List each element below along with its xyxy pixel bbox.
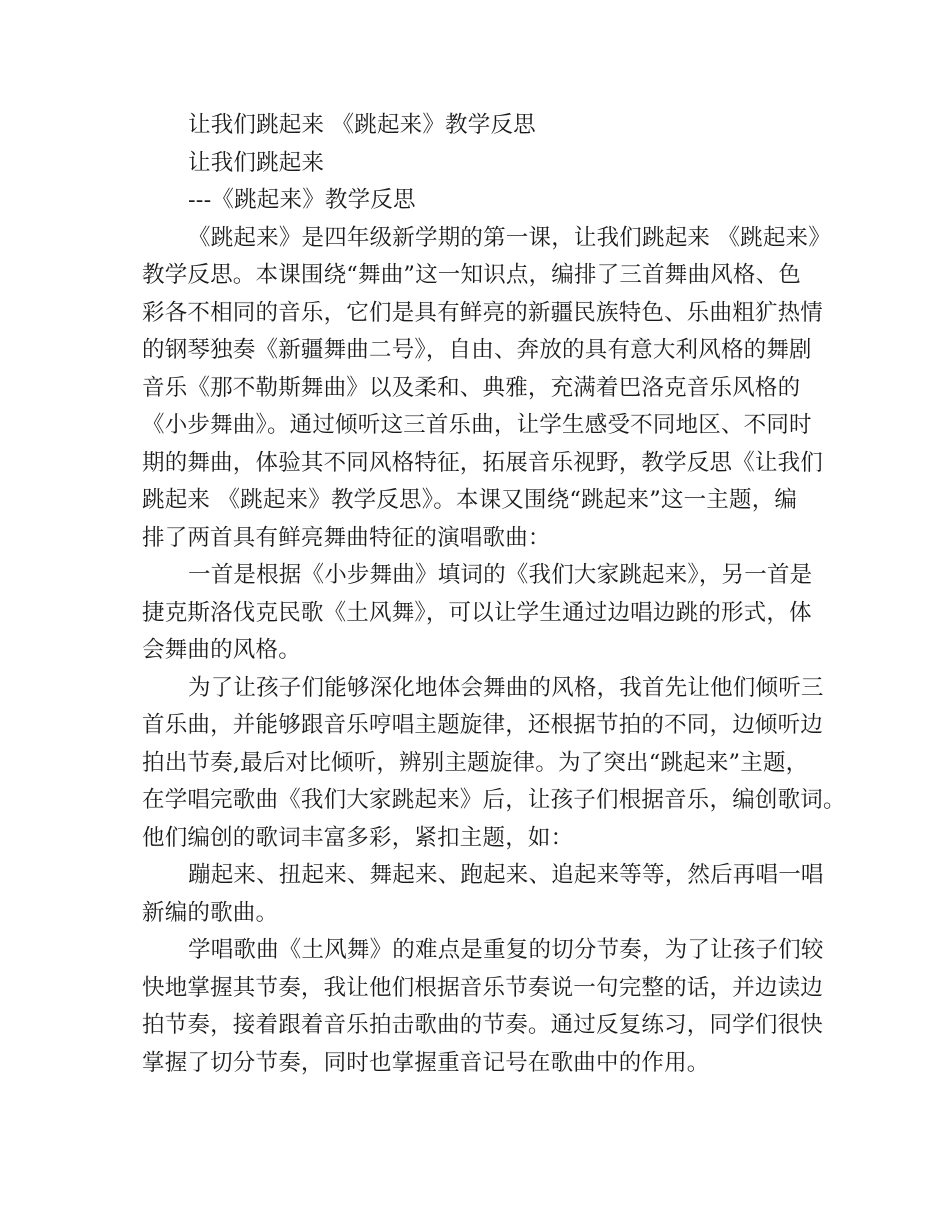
paragraph-line: 一首是根据《小步舞曲》填词的《我们大家跳起来》，另一首是 (188, 562, 813, 588)
paragraph-line: 跳起来 《跳起来》教学反思》。本课又围绕“跳起来”这一主题，编 (142, 487, 798, 513)
paragraph-line: 《小步舞曲》。通过倾听这三首乐曲，让学生感受不同地区、不同时 (142, 412, 812, 438)
paragraph-1 (142, 220, 831, 558)
paragraph-line: 掌握了切分节奏，同时也掌握重音记号在歌曲中的作用。 (142, 1049, 710, 1076)
document-body (142, 107, 846, 1082)
paragraph-line: 排了两首具有鲜亮舞曲特征的演唱歌曲： (142, 524, 551, 551)
paragraph-line: 为了让孩子们能够深化地体会舞曲的风格，我首先让他们倾听三 (188, 674, 824, 701)
paragraph-line: 《跳起来》是四年级新学期的第一课，让我们跳起来 《跳起来》 (188, 224, 831, 251)
paragraph-line: 音乐《那不勒斯舞曲》以及柔和、典雅，充满着巴洛克音乐风格的 (142, 374, 801, 401)
paragraph-2 (142, 557, 813, 670)
subtitle-line: 让我们跳起来 (188, 149, 325, 176)
paragraph-line: 捷克斯洛伐克民歌《土风舞》，可以让学生通过边唱边跳的形式，体 (142, 599, 812, 626)
paragraph-5 (142, 932, 824, 1082)
paragraph-line: 首乐曲，并能够跟音乐哼唱主题旋律，还根据节拍的不同，边倾听边 (142, 712, 824, 738)
paragraph-3 (142, 670, 846, 858)
dash-subtitle-line: ---《跳起来》教学反思 (188, 187, 416, 213)
paragraph-line: 在学唱完歌曲《我们大家跳起来》后，让孩子们根据音乐，编创歌词。 (142, 787, 846, 813)
paragraph-line: 期的舞曲，体验其不同风格特征，拓展音乐视野，教学反思《让我们 (142, 449, 824, 476)
paragraph-line: 教学反思。本课围绕“舞曲”这一知识点，编排了三首舞曲风格、色 (142, 262, 802, 288)
paragraph-line: 蹦起来、扭起来、舞起来、跑起来、追起来等等，然后再唱一唱 (188, 862, 824, 888)
paragraph-4 (142, 857, 824, 932)
paragraph-line: 拍出节奏,最后对比倾听，辨别主题旋律。为了突出“跳起来”主题， (142, 749, 809, 776)
paragraph-line: 的钢琴独奏《新疆舞曲二号》，自由、奔放的具有意大利风格的舞剧 (142, 337, 812, 363)
paragraph-line: 彩各不相同的音乐，它们是具有鲜亮的新疆民族特色、乐曲粗犷热情 (142, 299, 824, 326)
paragraph-line: 快地掌握其节奏，我让他们根据音乐节奏说一句完整的话，并边读边 (142, 974, 824, 1001)
title-line: 让我们跳起来 《跳起来》教学反思 (188, 112, 536, 138)
paragraph-line: 学唱歌曲《土风舞》的难点是重复的切分节奏，为了让孩子们较 (188, 937, 824, 963)
paragraph-line: 他们编创的歌词丰富多彩，紧扣主题，如： (142, 824, 574, 851)
paragraph-line: 会舞曲的风格。 (142, 637, 301, 663)
paragraph-line: 新编的歌曲。 (142, 899, 279, 926)
paragraph-line: 拍节奏，接着跟着音乐拍击歌曲的节奏。通过反复练习，同学们很快 (142, 1012, 824, 1038)
